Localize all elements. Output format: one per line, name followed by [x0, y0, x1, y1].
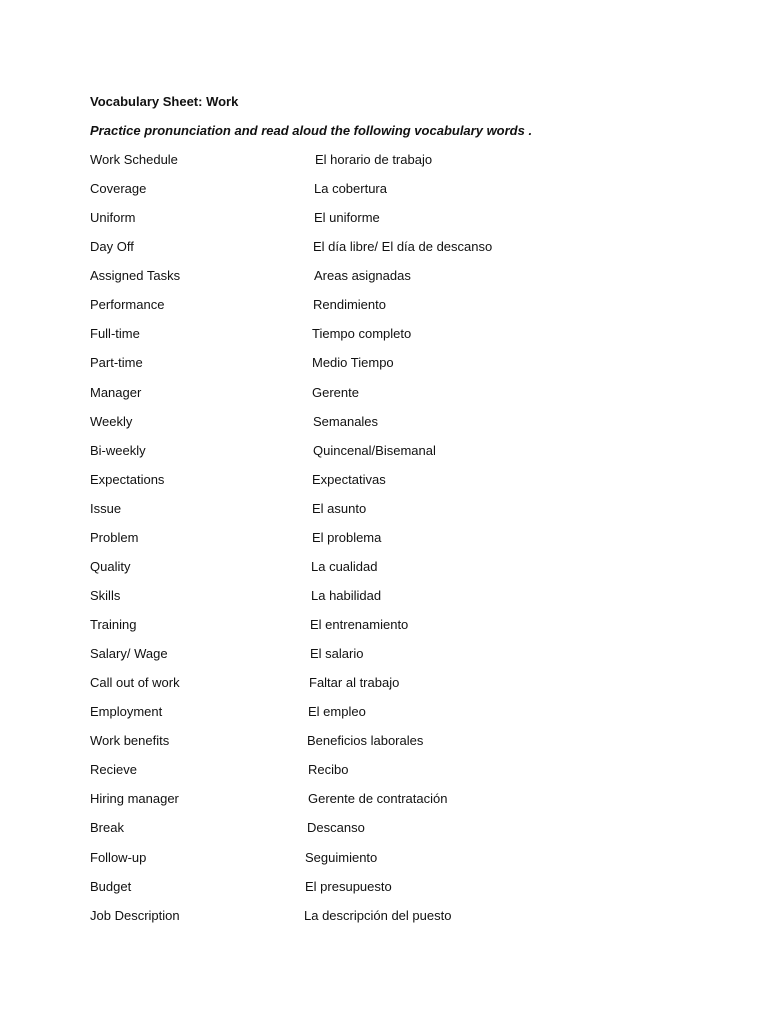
- english-term: Call out of work: [90, 675, 180, 691]
- spanish-term: La descripción del puesto: [304, 907, 452, 923]
- vocab-row: [0, 907, 768, 936]
- vocabulary-list: [0, 151, 768, 936]
- spanish-term: La cobertura: [314, 181, 387, 197]
- vocab-row: [0, 616, 768, 645]
- spanish-term: Beneficios laborales: [307, 733, 424, 749]
- english-term: Job Description: [90, 907, 180, 923]
- english-term: Skills: [90, 587, 121, 603]
- vocab-row: [0, 819, 768, 848]
- vocab-row: [0, 761, 768, 790]
- vocab-row: [0, 790, 768, 819]
- vocab-row: [0, 878, 768, 907]
- vocab-row: [0, 180, 768, 209]
- english-term: Quality: [90, 558, 131, 574]
- english-term: Problem: [90, 529, 139, 545]
- spanish-term: Rendimiento: [313, 297, 386, 313]
- spanish-term: Quincenal/Bisemanal: [313, 442, 436, 458]
- english-term: Part-time: [90, 355, 143, 371]
- english-term: Coverage: [90, 181, 147, 197]
- english-term: Recieve: [90, 762, 137, 778]
- vocab-row: [0, 354, 768, 383]
- english-term: Salary/ Wage: [90, 646, 168, 662]
- instructions-text: Practice pronunciation and read aloud the following vocabulary words .: [90, 123, 533, 138]
- english-term: Break: [90, 820, 124, 836]
- vocab-row: [0, 645, 768, 674]
- vocab-row: [0, 267, 768, 296]
- english-term: Performance: [90, 297, 165, 313]
- spanish-term: Seguimiento: [305, 849, 378, 865]
- spanish-term: Gerente de contratación: [308, 791, 448, 807]
- vocab-row: [0, 209, 768, 238]
- english-term: Work benefits: [90, 733, 170, 749]
- spanish-term: El entrenamiento: [310, 617, 409, 632]
- english-term: Assigned Tasks: [90, 268, 181, 284]
- english-term: Day Off: [90, 239, 134, 255]
- spanish-term: Faltar al trabajo: [309, 675, 400, 691]
- spanish-term: El presupuesto: [305, 878, 392, 894]
- english-term: Bi-weekly: [90, 442, 146, 458]
- vocab-row: [0, 238, 768, 267]
- spanish-term: Expectativas: [312, 471, 386, 487]
- spanish-term: La habilidad: [311, 587, 382, 603]
- vocab-row: [0, 296, 768, 325]
- vocab-row: [0, 325, 768, 354]
- english-term: Issue: [90, 500, 122, 516]
- vocab-row: [0, 703, 768, 732]
- english-term: Weekly: [90, 413, 133, 429]
- vocab-row: [0, 413, 768, 442]
- spanish-term: Medio Tiempo: [312, 355, 394, 371]
- english-term: Full-time: [90, 326, 140, 342]
- spanish-term: La cualidad: [311, 558, 378, 574]
- spanish-term: El horario de trabajo: [315, 152, 433, 167]
- spanish-term: El uniforme: [314, 210, 380, 226]
- spanish-term: El día libre/ El día de descanso: [313, 239, 493, 255]
- vocab-row: [0, 471, 768, 500]
- vocab-row: [0, 442, 768, 471]
- english-term: Work Schedule: [90, 152, 178, 167]
- spanish-term: Tiempo completo: [312, 326, 412, 342]
- vocab-row: [0, 151, 768, 180]
- vocab-row: [0, 587, 768, 616]
- english-term: Follow-up: [90, 849, 147, 865]
- vocab-row: [0, 674, 768, 703]
- spanish-term: El empleo: [308, 704, 366, 720]
- spanish-term: Descanso: [307, 820, 365, 836]
- spanish-term: Semanales: [313, 413, 379, 429]
- english-term: Hiring manager: [90, 791, 179, 807]
- english-term: Expectations: [90, 471, 165, 487]
- spanish-term: El asunto: [312, 500, 367, 516]
- english-term: Manager: [90, 384, 142, 400]
- spanish-term: El problema: [312, 529, 382, 545]
- english-term: Employment: [90, 704, 163, 720]
- vocab-row: [0, 384, 768, 413]
- english-term: Uniform: [90, 210, 136, 226]
- page-title: Vocabulary Sheet: Work: [90, 94, 239, 109]
- english-term: Training: [90, 617, 137, 632]
- spanish-term: Recibo: [308, 762, 349, 778]
- spanish-term: El salario: [310, 646, 364, 662]
- spanish-term: Gerente: [312, 384, 359, 400]
- vocab-row: [0, 558, 768, 587]
- vocab-row: [0, 529, 768, 558]
- vocab-row: [0, 849, 768, 878]
- vocab-row: [0, 732, 768, 761]
- english-term: Budget: [90, 878, 132, 894]
- vocab-row: [0, 500, 768, 529]
- spanish-term: Areas asignadas: [314, 268, 411, 284]
